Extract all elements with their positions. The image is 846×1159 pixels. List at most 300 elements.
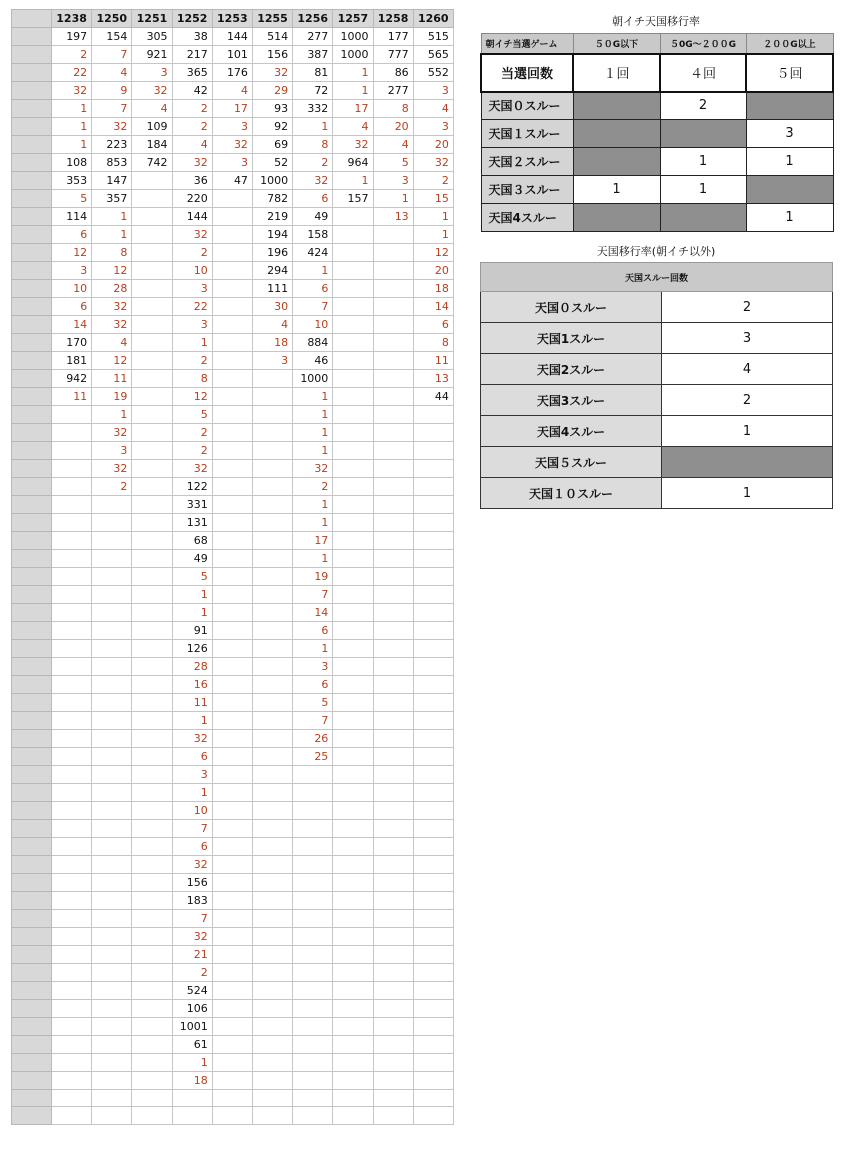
grid-cell [373, 856, 413, 874]
asaichi-cell [660, 204, 746, 232]
grid-cell [212, 478, 252, 496]
grid-cell: 157 [333, 190, 373, 208]
grid-cell: 357 [92, 190, 132, 208]
row-header [12, 280, 52, 298]
grid-cell [212, 334, 252, 352]
grid-cell: 28 [92, 280, 132, 298]
grid-cell: 5 [172, 568, 212, 586]
grid-cell [132, 730, 172, 748]
grid-row [12, 1000, 454, 1018]
grid-cell [92, 874, 132, 892]
grid-cell [373, 748, 413, 766]
grid-cell [212, 910, 252, 928]
grid-row [12, 136, 454, 154]
other-header: 天国スルー回数 [481, 263, 833, 292]
grid-cell: 424 [293, 244, 333, 262]
grid-cell [293, 964, 333, 982]
grid-cell [212, 874, 252, 892]
grid-cell: 13 [413, 370, 453, 388]
row-header [12, 1000, 52, 1018]
grid-cell: 387 [293, 46, 333, 64]
grid-cell [413, 784, 453, 802]
row-header [12, 1036, 52, 1054]
grid-cell: 183 [172, 892, 212, 910]
grid-column-header: 1238 [52, 10, 92, 28]
grid-row [12, 298, 454, 316]
grid-cell: 3 [172, 316, 212, 334]
grid-cell: 12 [172, 388, 212, 406]
grid-cell: 61 [172, 1036, 212, 1054]
grid-cell [92, 928, 132, 946]
grid-cell: 3 [373, 172, 413, 190]
grid-cell [373, 586, 413, 604]
grid-cell: 305 [132, 28, 172, 46]
asaichi-row [481, 92, 833, 120]
grid-row [12, 28, 454, 46]
grid-cell [413, 1018, 453, 1036]
grid-cell: 1 [293, 406, 333, 424]
grid-cell: 17 [333, 100, 373, 118]
grid-cell [52, 748, 92, 766]
grid-cell: 1 [172, 334, 212, 352]
grid-cell [333, 586, 373, 604]
grid-cell [293, 892, 333, 910]
row-header [12, 154, 52, 172]
grid-cell [293, 946, 333, 964]
grid-cell [212, 964, 252, 982]
grid-cell [52, 1072, 92, 1090]
grid-cell [132, 622, 172, 640]
grid-cell: 2 [172, 442, 212, 460]
row-header [12, 424, 52, 442]
row-header [12, 1018, 52, 1036]
other-row [481, 478, 833, 509]
grid-cell [212, 424, 252, 442]
grid-cell [132, 586, 172, 604]
grid-cell [373, 1054, 413, 1072]
grid-cell [52, 982, 92, 1000]
grid-cell [413, 982, 453, 1000]
grid-cell [373, 568, 413, 586]
grid-cell [333, 892, 373, 910]
grid-cell [132, 766, 172, 784]
grid-cell: 32 [52, 82, 92, 100]
grid-row [12, 442, 454, 460]
grid-cell [52, 802, 92, 820]
grid-cell: 1 [172, 784, 212, 802]
grid-cell [212, 1018, 252, 1036]
grid-cell: 8 [373, 100, 413, 118]
grid-cell [92, 568, 132, 586]
grid-cell: 7 [92, 46, 132, 64]
grid-cell [132, 244, 172, 262]
grid-cell [373, 316, 413, 334]
grid-cell [212, 802, 252, 820]
grid-cell [333, 226, 373, 244]
grid-cell: 223 [92, 136, 132, 154]
grid-cell [132, 262, 172, 280]
grid-cell [132, 982, 172, 1000]
row-header [12, 640, 52, 658]
grid-column-header: 1255 [252, 10, 292, 28]
grid-column-header: 1253 [212, 10, 252, 28]
grid-cell [92, 802, 132, 820]
grid-cell: 101 [212, 46, 252, 64]
asaichi-row-label: 天国4スルー [481, 204, 573, 232]
grid-cell [293, 766, 333, 784]
grid-cell [252, 730, 292, 748]
grid-cell [252, 1036, 292, 1054]
grid-cell [373, 406, 413, 424]
grid-cell: 5 [373, 154, 413, 172]
grid-row [12, 478, 454, 496]
grid-cell: 1 [52, 100, 92, 118]
grid-cell [252, 982, 292, 1000]
grid-cell: 131 [172, 514, 212, 532]
grid-cell: 2 [172, 118, 212, 136]
grid-cell [52, 478, 92, 496]
grid-cell [413, 586, 453, 604]
grid-cell [373, 640, 413, 658]
grid-cell: 3 [212, 154, 252, 172]
grid-cell: 47 [212, 172, 252, 190]
grid-cell [252, 460, 292, 478]
other-cell: 4 [662, 354, 833, 385]
grid-cell [132, 640, 172, 658]
grid-cell [92, 892, 132, 910]
grid-cell [212, 1072, 252, 1090]
grid-cell [92, 1107, 132, 1124]
grid-cell [252, 838, 292, 856]
grid-cell [333, 370, 373, 388]
other-row [481, 447, 833, 478]
grid-cell: 109 [132, 118, 172, 136]
other-row-label: 天国4スルー [481, 416, 662, 447]
grid-corner [12, 10, 52, 28]
asaichi-cell [746, 92, 833, 120]
row-header [12, 514, 52, 532]
grid-cell [52, 694, 92, 712]
row-header [12, 568, 52, 586]
grid-cell [52, 406, 92, 424]
grid-cell: 1 [293, 388, 333, 406]
grid-cell [373, 928, 413, 946]
grid-row [12, 352, 454, 370]
grid-cell [413, 874, 453, 892]
grid-cell [252, 478, 292, 496]
grid-cell [333, 514, 373, 532]
grid-row [12, 766, 454, 784]
grid-cell: 52 [252, 154, 292, 172]
grid-cell [52, 424, 92, 442]
grid-cell [293, 820, 333, 838]
grid-cell [333, 982, 373, 1000]
grid-cell [212, 460, 252, 478]
grid-cell [252, 514, 292, 532]
grid-cell: 18 [413, 280, 453, 298]
grid-cell [293, 1054, 333, 1072]
grid-cell [132, 1018, 172, 1036]
grid-cell: 884 [293, 334, 333, 352]
grid-cell [252, 694, 292, 712]
grid-cell: 69 [252, 136, 292, 154]
grid-cell [52, 658, 92, 676]
asaichi-cell [573, 92, 660, 120]
asaichi-cell: 1 [660, 148, 746, 176]
grid-cell: 942 [52, 370, 92, 388]
grid-cell [132, 478, 172, 496]
grid-row [12, 64, 454, 82]
grid-cell [413, 532, 453, 550]
grid-cell [52, 820, 92, 838]
grid-cell [52, 640, 92, 658]
grid-cell: 20 [413, 136, 453, 154]
grid-cell [52, 568, 92, 586]
grid-cell [333, 1090, 373, 1107]
asaichi-row-label: 天国０スルー [481, 92, 573, 120]
grid-cell: 91 [172, 622, 212, 640]
other-cell: 1 [662, 478, 833, 509]
grid-cell [413, 1107, 453, 1124]
grid-cell [52, 892, 92, 910]
grid-cell [132, 208, 172, 226]
grid-row [12, 586, 454, 604]
grid-cell [132, 784, 172, 802]
row-header [12, 892, 52, 910]
grid-cell [252, 784, 292, 802]
grid-cell: 170 [52, 334, 92, 352]
grid-cell: 11 [52, 388, 92, 406]
grid-cell: 46 [293, 352, 333, 370]
grid-cell [252, 910, 292, 928]
grid-cell [212, 442, 252, 460]
row-header [12, 118, 52, 136]
row-header [12, 460, 52, 478]
grid-cell [373, 496, 413, 514]
grid-cell [333, 694, 373, 712]
row-header [12, 244, 52, 262]
grid-cell [293, 1072, 333, 1090]
grid-cell [333, 838, 373, 856]
grid-row [12, 226, 454, 244]
grid-cell: 10 [172, 262, 212, 280]
grid-cell: 6 [52, 298, 92, 316]
grid-cell: 1 [92, 406, 132, 424]
grid-cell [132, 1072, 172, 1090]
grid-cell: 4 [413, 100, 453, 118]
other-title: 天国移行率(朝イチ以外) [596, 245, 716, 258]
grid-cell [92, 622, 132, 640]
grid-cell: 92 [252, 118, 292, 136]
grid-cell [373, 784, 413, 802]
grid-cell [373, 532, 413, 550]
row-header [12, 712, 52, 730]
row-header [12, 442, 52, 460]
grid-cell: 114 [52, 208, 92, 226]
grid-cell [293, 856, 333, 874]
row-header [12, 226, 52, 244]
other-row [481, 323, 833, 354]
grid-cell [92, 1018, 132, 1036]
grid-cell [293, 802, 333, 820]
grid-cell [252, 928, 292, 946]
grid-cell: 111 [252, 280, 292, 298]
grid-cell [333, 748, 373, 766]
grid-cell [92, 1090, 132, 1107]
row-header [12, 676, 52, 694]
grid-cell [333, 208, 373, 226]
grid-cell: 1 [293, 424, 333, 442]
grid-cell [373, 1107, 413, 1124]
grid-cell: 2 [172, 352, 212, 370]
row-header [12, 856, 52, 874]
grid-cell: 15 [413, 190, 453, 208]
grid-cell [373, 442, 413, 460]
grid-cell [132, 424, 172, 442]
grid-cell [293, 1036, 333, 1054]
grid-cell: 154 [92, 28, 132, 46]
grid-cell [92, 1036, 132, 1054]
grid-row [12, 172, 454, 190]
grid-row [12, 388, 454, 406]
grid-row [12, 568, 454, 586]
grid-cell: 19 [92, 388, 132, 406]
grid-cell: 32 [172, 226, 212, 244]
grid-cell: 18 [252, 334, 292, 352]
asaichi-table [480, 33, 834, 232]
grid-cell: 294 [252, 262, 292, 280]
grid-cell: 3 [252, 352, 292, 370]
grid-cell [252, 1090, 292, 1107]
grid-cell: 1 [92, 226, 132, 244]
grid-cell [413, 964, 453, 982]
grid-column-header: 1258 [373, 10, 413, 28]
grid-cell [52, 550, 92, 568]
grid-cell: 3 [293, 658, 333, 676]
grid-cell [132, 694, 172, 712]
grid-cell [212, 730, 252, 748]
grid-cell [212, 1090, 252, 1107]
grid-row [12, 964, 454, 982]
toushi-value: ５回 [746, 54, 833, 92]
grid-cell [413, 856, 453, 874]
grid-cell: 42 [172, 82, 212, 100]
grid-cell [333, 730, 373, 748]
grid-cell: 7 [172, 910, 212, 928]
grid-cell [52, 838, 92, 856]
grid-cell [132, 658, 172, 676]
grid-cell: 3 [132, 64, 172, 82]
grid-cell [413, 1054, 453, 1072]
grid-cell [413, 802, 453, 820]
grid-cell [212, 586, 252, 604]
grid-cell [413, 658, 453, 676]
grid-cell [413, 604, 453, 622]
grid-row [12, 82, 454, 100]
grid-cell [373, 370, 413, 388]
grid-cell [252, 586, 292, 604]
grid-cell: 4 [333, 118, 373, 136]
grid-cell: 22 [52, 64, 92, 82]
grid-cell [132, 856, 172, 874]
grid-cell: 6 [293, 280, 333, 298]
grid-cell: 22 [172, 298, 212, 316]
grid-cell: 11 [92, 370, 132, 388]
grid-cell [212, 982, 252, 1000]
grid-cell [172, 1090, 212, 1107]
grid-row [12, 460, 454, 478]
asaichi-row-label: 天国２スルー [481, 148, 573, 176]
row-header [12, 928, 52, 946]
grid-cell [252, 766, 292, 784]
grid-cell: 353 [52, 172, 92, 190]
row-header [12, 262, 52, 280]
grid-cell: 1 [293, 550, 333, 568]
grid-cell: 147 [92, 172, 132, 190]
asaichi-cell: 1 [746, 204, 833, 232]
asaichi-cell: 1 [660, 176, 746, 204]
grid-cell [212, 244, 252, 262]
asaichi-col-header: ２００G以上 [746, 34, 833, 54]
grid-cell [52, 604, 92, 622]
grid-cell: 2 [172, 424, 212, 442]
grid-cell [212, 568, 252, 586]
grid-cell [52, 946, 92, 964]
grid-cell [333, 856, 373, 874]
grid-cell: 81 [293, 64, 333, 82]
grid-cell [333, 334, 373, 352]
toushi-value: ４回 [660, 54, 746, 92]
grid-cell [252, 604, 292, 622]
grid-cell: 32 [172, 730, 212, 748]
row-header [12, 658, 52, 676]
row-header [12, 334, 52, 352]
grid-cell: 524 [172, 982, 212, 1000]
grid-cell [52, 496, 92, 514]
grid-cell [333, 910, 373, 928]
grid-cell [373, 676, 413, 694]
grid-row [12, 982, 454, 1000]
grid-cell [373, 1090, 413, 1107]
grid-cell [252, 1107, 292, 1124]
grid-cell: 3 [52, 262, 92, 280]
grid-cell [293, 910, 333, 928]
grid-cell [373, 766, 413, 784]
asaichi-row-label: 天国３スルー [481, 176, 573, 204]
grid-cell [333, 478, 373, 496]
data-grid [11, 9, 454, 1125]
grid-row [12, 406, 454, 424]
grid-row [12, 640, 454, 658]
row-header [12, 748, 52, 766]
grid-cell [212, 226, 252, 244]
grid-cell [132, 928, 172, 946]
grid-cell [92, 784, 132, 802]
grid-cell: 2 [172, 964, 212, 982]
other-cell: 2 [662, 292, 833, 323]
grid-cell: 16 [172, 676, 212, 694]
grid-cell [132, 1000, 172, 1018]
grid-cell: 1 [293, 118, 333, 136]
grid-cell: 277 [373, 82, 413, 100]
grid-cell [252, 442, 292, 460]
grid-cell [132, 190, 172, 208]
grid-cell [252, 964, 292, 982]
grid-cell [293, 928, 333, 946]
grid-cell [333, 1054, 373, 1072]
grid-row [12, 892, 454, 910]
grid-cell [373, 1072, 413, 1090]
